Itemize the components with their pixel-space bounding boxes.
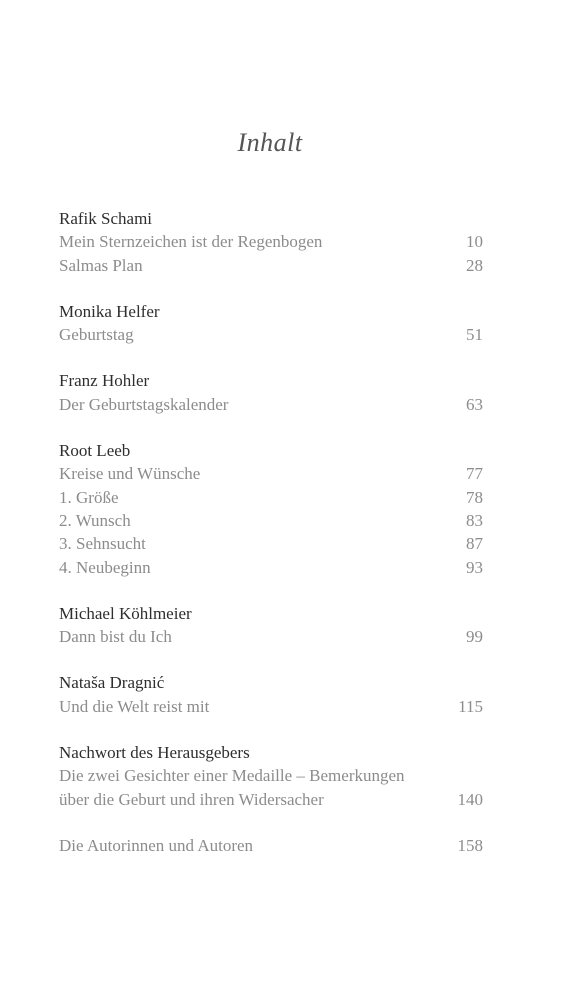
toc-entry-title: 4. Neubeginn [59, 557, 151, 577]
toc-section [59, 602, 483, 649]
toc-entry-page-number: 87 [466, 534, 483, 554]
toc-entry-page-number: 93 [466, 557, 483, 577]
toc-entry [59, 486, 483, 509]
toc-entry-title: Und die Welt reist mit [59, 696, 210, 716]
toc-author: Franz Hohler [59, 371, 150, 391]
toc-entry-title: Der Geburtstagskalender [59, 394, 229, 414]
toc-entry-title: Salmas Plan [59, 255, 143, 275]
toc-entry-page-number: 51 [466, 325, 483, 345]
toc-section [59, 671, 483, 718]
toc-entry-title: 3. Sehnsucht [59, 534, 146, 554]
table-of-contents [59, 207, 483, 880]
toc-entry [59, 625, 483, 648]
toc-author: Monika Helfer [59, 301, 160, 321]
toc-entry [59, 509, 483, 532]
toc-section [59, 207, 483, 277]
toc-entry-title: Mein Sternzeichen ist der Regenbogen [59, 232, 323, 252]
toc-entry [59, 323, 483, 346]
toc-entry-title: Die zwei Gesichter einer Medaille – Bemerkungen über die Geburt und ihren Widersacher [59, 766, 405, 809]
toc-entry [59, 393, 483, 416]
toc-author: Rafik Schami [59, 209, 153, 228]
toc-section [59, 741, 483, 811]
toc-author: Michael Köhlmeier [59, 603, 192, 623]
toc-section [59, 369, 483, 416]
page-title: Inhalt [237, 128, 303, 157]
toc-entry-page-number: 28 [466, 255, 483, 275]
toc-entry-page-number: 10 [466, 232, 483, 252]
toc-section [59, 439, 483, 579]
toc-entry-page-number: 115 [458, 696, 483, 716]
toc-entry-title: 1. Größe [59, 487, 119, 507]
toc-entry-page-number: 78 [466, 487, 483, 507]
toc-entry [59, 254, 483, 277]
toc-entry-page-number: 63 [466, 394, 483, 414]
toc-entry-page-number: 99 [466, 627, 483, 647]
toc-author: Root Leeb [59, 441, 131, 461]
toc-entry [59, 532, 483, 555]
toc-entry-title: Geburtstag [59, 325, 134, 345]
toc-author: Nachwort des Herausgebers [59, 743, 250, 763]
toc-entry-title: 2. Wunsch [59, 510, 131, 530]
toc-entry-page-number: 83 [466, 510, 483, 530]
toc-entry-page-number: 140 [457, 789, 483, 809]
toc-entry-title: Die Autorinnen und Autoren [59, 835, 254, 855]
toc-section [59, 300, 483, 347]
toc-entry-title: Dann bist du Ich [59, 627, 172, 647]
toc-entry [59, 834, 483, 857]
toc-entry-title: Kreise und Wünsche [59, 464, 201, 484]
toc-author: Nataša Dragnić [59, 673, 165, 693]
toc-entry-page-number: 158 [457, 835, 483, 855]
toc-entry [59, 764, 483, 811]
toc-entry [59, 230, 483, 253]
toc-section [59, 834, 483, 857]
toc-entry [59, 695, 483, 718]
toc-entry-page-number: 77 [466, 464, 483, 484]
toc-entry [59, 462, 483, 485]
toc-entry [59, 556, 483, 579]
